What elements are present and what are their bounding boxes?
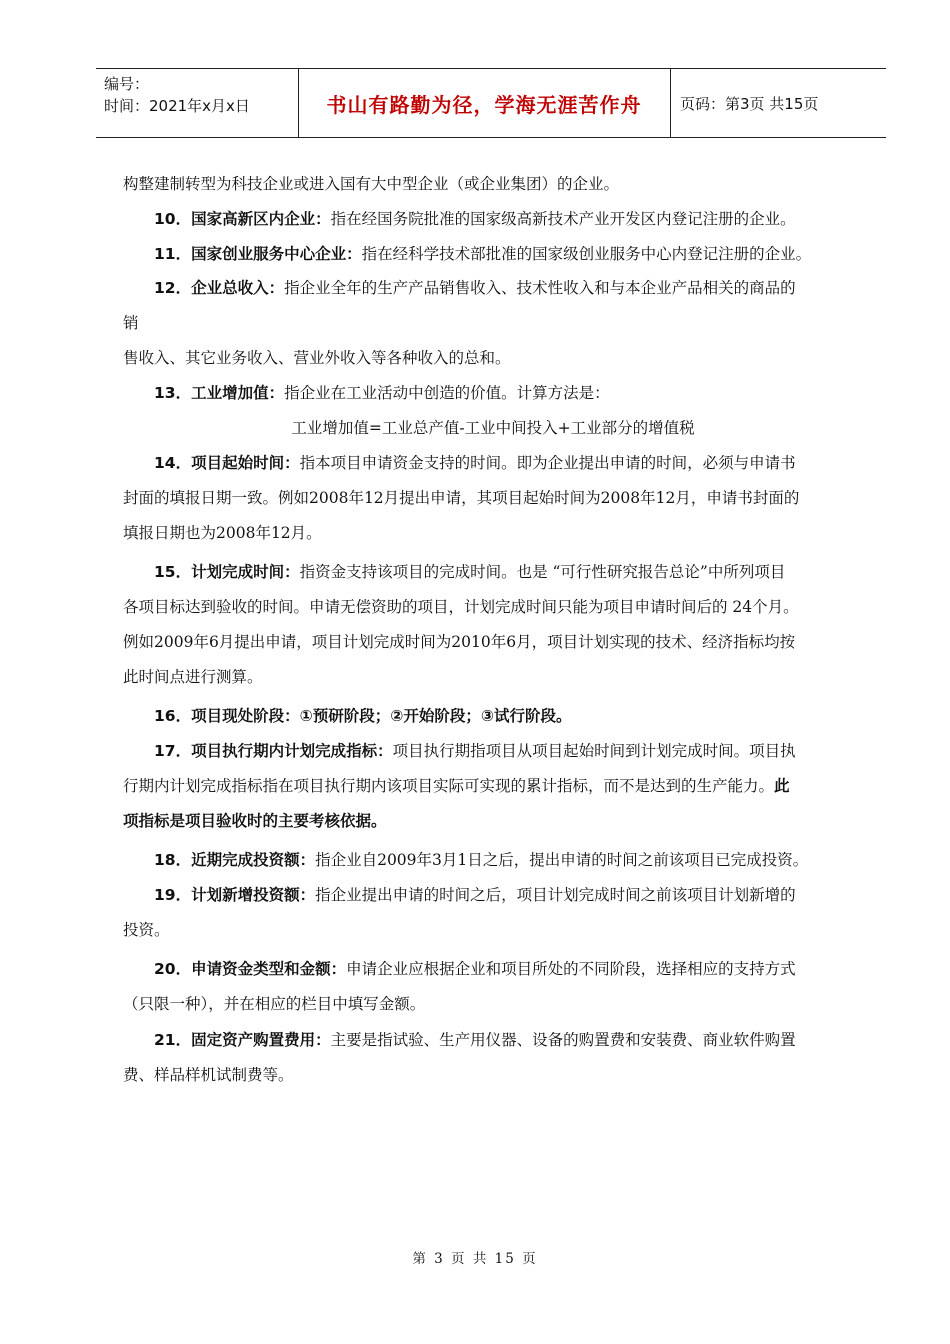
definition-11: 11．国家创业服务中心企业：指在经科学技术部批准的国家级创业服务中心内登记注册的企业。 — [154, 245, 812, 263]
header-meta — [104, 73, 250, 117]
paragraph-line: 例如2009年6月提出申请，项目计划完成时间为2010年6月，项目计划实现的技术、经济指标均按 — [123, 633, 796, 651]
paragraph-line: （只限一种），并在相应的栏目中填写金额。 — [123, 995, 426, 1013]
definition-17: 17．项目执行期内计划完成指标：项目执行期指项目从项目起始时间到计划完成时间。项目执 — [154, 742, 796, 760]
time-label: 时间：2021年x月x日 — [104, 97, 250, 115]
header-divider — [670, 69, 671, 137]
definition-14: 14．项目起始时间：指本项目申请资金支持的时间。即为企业提出申请的时间，必须与申请书 — [154, 454, 796, 472]
definition-20: 20．申请资金类型和金额：申请企业应根据企业和项目所处的不同阶段，选择相应的支持方式 — [154, 960, 796, 978]
paragraph-line: 此时间点进行测算。 — [123, 668, 263, 686]
paragraph-line: 封面的填报日期一致。例如2008年12月提出申请，其项目起始时间为2008年12月，申请书封面的 — [123, 489, 800, 507]
definition-13: 13．工业增加值：指企业在工业活动中创造的价值。计算方法是： — [154, 384, 610, 402]
definition-19: 19．计划新增投资额：指企业提出申请的时间之后，项目计划完成时间之前该项目计划新增的 — [154, 886, 796, 904]
paragraph-line: 费、样品样机试制费等。 — [123, 1066, 294, 1084]
definition-15: 15．计划完成时间：指资金支持该项目的完成时间。也是 “可行性研究报告总论”中所列项目 — [154, 563, 786, 581]
paragraph-line: 行期内计划完成指标指在项目执行期内该项目实际可实现的累计指标，而不是达到的生产能力。此 — [123, 777, 790, 795]
definition-12: 12．企业总收入：指企业全年的生产产品销售收入、技术性收入和与本企业产品相关的商品的 — [154, 279, 796, 297]
paragraph-line: 各项目标达到验收的时间。申请无偿资助的项目，计划完成时间只能为项目申请时间后的 24个月。 — [123, 598, 799, 616]
header-page-number: 页码：第3页 共15页 — [680, 94, 819, 113]
paragraph-line: 销 — [123, 314, 139, 332]
paragraph-line: 构整建制转型为科技企业或进入国有大中型企业（或企业集团）的企业。 — [123, 175, 620, 193]
paragraph-line: 填报日期也为2008年12月。 — [123, 524, 322, 542]
definition-21: 21．固定资产购置费用：主要是指试验、生产用仪器、设备的购置费和安装费、商业软件购置 — [154, 1031, 796, 1049]
definition-16: 16．项目现处阶段：①预研阶段；②开始阶段；③试行阶段。 — [154, 707, 572, 725]
paragraph-line: 项指标是项目验收时的主要考核依据。 — [123, 812, 387, 830]
formula-line: 工业增加值=工业总产值-工业中间投入+工业部分的增值税 — [291, 419, 695, 437]
paragraph-line: 投资。 — [123, 921, 170, 939]
header-motto: 书山有路勤为径，学海无涯苦作舟 — [326, 92, 642, 117]
definition-18: 18．近期完成投资额：指企业自2009年3月1日之后，提出申请的时间之前该项目已完成投资。 — [154, 851, 809, 869]
page-header — [96, 68, 886, 138]
definition-10: 10．国家高新区内企业：指在经国务院批准的国家级高新技术产业开发区内登记注册的企业。 — [154, 210, 796, 228]
code-label: 编号： — [104, 75, 150, 93]
paragraph-line: 售收入、其它业务收入、营业外收入等各种收入的总和。 — [123, 349, 511, 367]
page-footer: 第 3 页 共 15 页 — [412, 1251, 538, 1267]
